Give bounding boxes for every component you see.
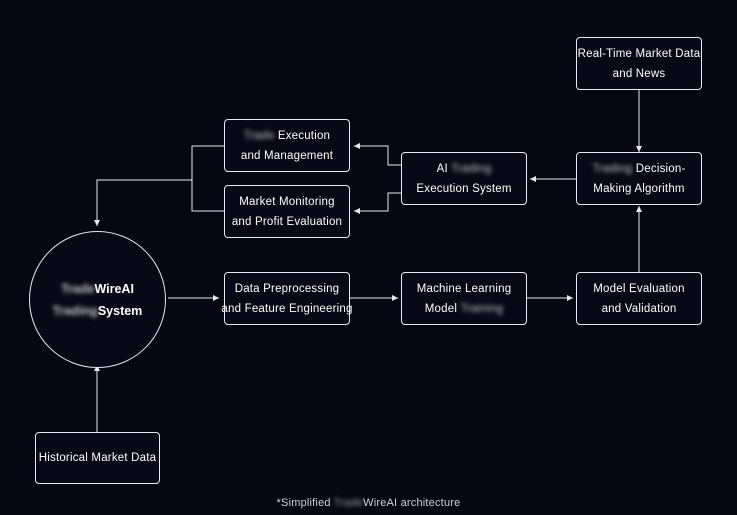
node-ai-execution-blur-token: Trading (451, 162, 492, 175)
node-wireai-trading-system[interactable] (29, 231, 166, 368)
center-line-1-blur-token: Trade (61, 281, 95, 296)
node-ai-execution-line-1: AI Trading (436, 162, 492, 175)
center-line-1-text: WireAI (94, 281, 134, 296)
node-data-preprocessing-line-1: Data Preprocessing (234, 282, 340, 295)
node-real-time-line-1: Real-Time Market Data (577, 47, 701, 60)
connector-execution-to-market-monitoring (354, 193, 401, 211)
node-real-time-market-data-and-news[interactable] (576, 37, 702, 90)
node-trading-decision-making-algorithm[interactable] (576, 152, 702, 205)
node-data-preprocessing-line-2: and Feature Engineering (221, 302, 353, 315)
diagram-caption (0, 497, 737, 509)
node-data-preprocessing[interactable] (221, 272, 353, 325)
node-model-evaluation-line-2: and Validation (601, 302, 677, 315)
connector-feedback-to-center (97, 180, 192, 226)
node-model-evaluation-and-validation[interactable] (576, 272, 702, 325)
connector-execution-to-trade-execution (354, 146, 401, 165)
node-decision-line-1: Trading Decision- (592, 162, 686, 175)
node-market-monitoring-line-1: Market Monitoring (239, 195, 335, 208)
node-trade-execution-line-2: and Management (240, 149, 334, 162)
node-machine-learning-blur-token: Training (460, 302, 504, 315)
node-trade-execution-blur-token: Trade (243, 129, 275, 142)
node-trade-execution-line-1: Trade Execution (243, 129, 331, 142)
node-decision-blur-token: Trading (592, 162, 633, 175)
node-market-monitoring-line-2: and Profit Evaluation (231, 215, 343, 228)
node-historical-market-data-line-1: Historical Market Data (38, 452, 157, 464)
caption-prefix: *Simplified (276, 497, 334, 509)
caption-suffix: WireAI architecture (363, 497, 461, 509)
node-ai-trading-execution-system[interactable] (401, 152, 527, 205)
node-machine-learning-model-training[interactable] (401, 272, 527, 325)
node-historical-market-data[interactable] (35, 432, 160, 484)
node-model-evaluation-line-1: Model Evaluation (593, 282, 685, 295)
caption-blur-token: Trade (333, 497, 364, 509)
node-ai-execution-line-2: Execution System (416, 182, 512, 195)
node-machine-learning-line-2: Model Training (424, 302, 504, 315)
node-trade-execution-and-management[interactable] (224, 119, 350, 172)
node-decision-line-2: Making Algorithm (593, 182, 685, 195)
center-line-2-text: System (97, 303, 143, 318)
node-market-monitoring-and-profit-evaluation[interactable] (224, 185, 350, 238)
node-real-time-line-2: and News (612, 67, 666, 80)
connector-feedback-bracket (192, 146, 224, 211)
center-line-2 (53, 300, 143, 322)
node-machine-learning-line-1: Machine Learning (416, 282, 512, 295)
center-line-2-blur-token: Trading (52, 303, 98, 318)
center-line-1 (61, 278, 134, 300)
